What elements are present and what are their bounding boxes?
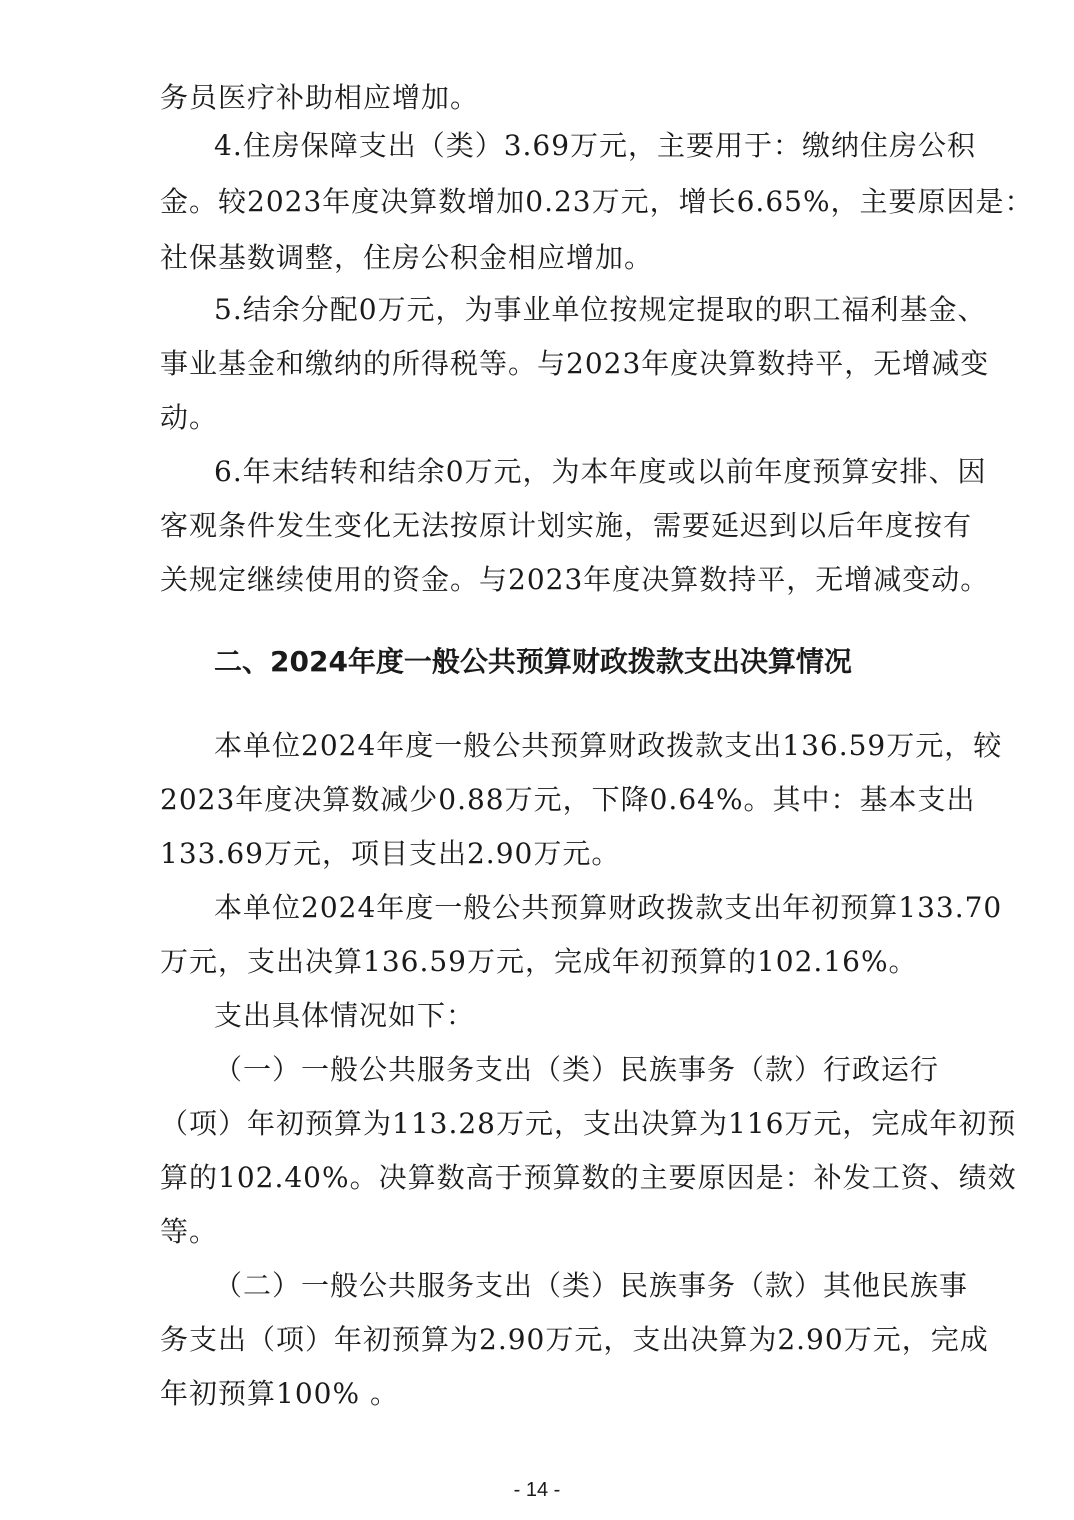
paragraph-line: 万元，支出决算136.59万元，完成年初预算的102.16%。 [160, 945, 918, 978]
paragraph-line: 算的102.40%。决算数高于预算数的主要原因是：补发工资、绩效 [160, 1161, 1017, 1194]
section-heading: 二、2024年度一般公共预算财政拨款支出决算情况 [214, 645, 852, 678]
paragraph-line: 事业基金和缴纳的所得税等。与2023年度决算数持平，无增减变 [160, 347, 990, 380]
paragraph-line: 本单位2024年度一般公共预算财政拨款支出年初预算133.70 [214, 891, 1003, 924]
paragraph-line: 务支出（项）年初预算为2.90万元，支出决算为2.90万元，完成 [160, 1323, 989, 1356]
paragraph-line: （一）一般公共服务支出（类）民族事务（款）行政运行 [214, 1053, 940, 1086]
paragraph-line: 社保基数调整，住房公积金相应增加。 [160, 241, 654, 274]
paragraph-line: 金。较2023年度决算数增加0.23万元，增长6.65%，主要原因是： [160, 185, 1034, 218]
paragraph-line: 支出具体情况如下： [214, 999, 476, 1032]
paragraph-line: 年初预算100% 。 [160, 1377, 399, 1410]
paragraph-line: 务员医疗补助相应增加。 [160, 81, 480, 114]
paragraph-line: （项）年初预算为113.28万元，支出决算为116万元，完成年初预 [160, 1107, 1017, 1140]
paragraph-line: 本单位2024年度一般公共预算财政拨款支出136.59万元，较 [214, 729, 1003, 762]
page-number: - 14 - [513, 1479, 561, 1501]
paragraph-line: 5.结余分配0万元，为事业单位按规定提取的职工福利基金、 [214, 293, 987, 326]
paragraph-line: 动。 [160, 401, 219, 434]
paragraph-line: （二）一般公共服务支出（类）民族事务（款）其他民族事 [214, 1269, 969, 1302]
paragraph-line: 2023年度决算数减少0.88万元，下降0.64%。其中：基本支出 [160, 783, 976, 816]
paragraph-line: 客观条件发生变化无法按原计划实施，需要延迟到以后年度按有 [160, 509, 973, 542]
paragraph-line: 关规定继续使用的资金。与2023年度决算数持平，无增减变动。 [160, 563, 990, 596]
paragraph-line: 133.69万元，项目支出2.90万元。 [160, 837, 621, 870]
paragraph-line: 6.年末结转和结余0万元，为本年度或以前年度预算安排、因 [214, 455, 987, 488]
paragraph-line: 等。 [160, 1215, 219, 1248]
paragraph-line: 4.住房保障支出（类）3.69万元，主要用于：缴纳住房公积 [214, 129, 977, 162]
